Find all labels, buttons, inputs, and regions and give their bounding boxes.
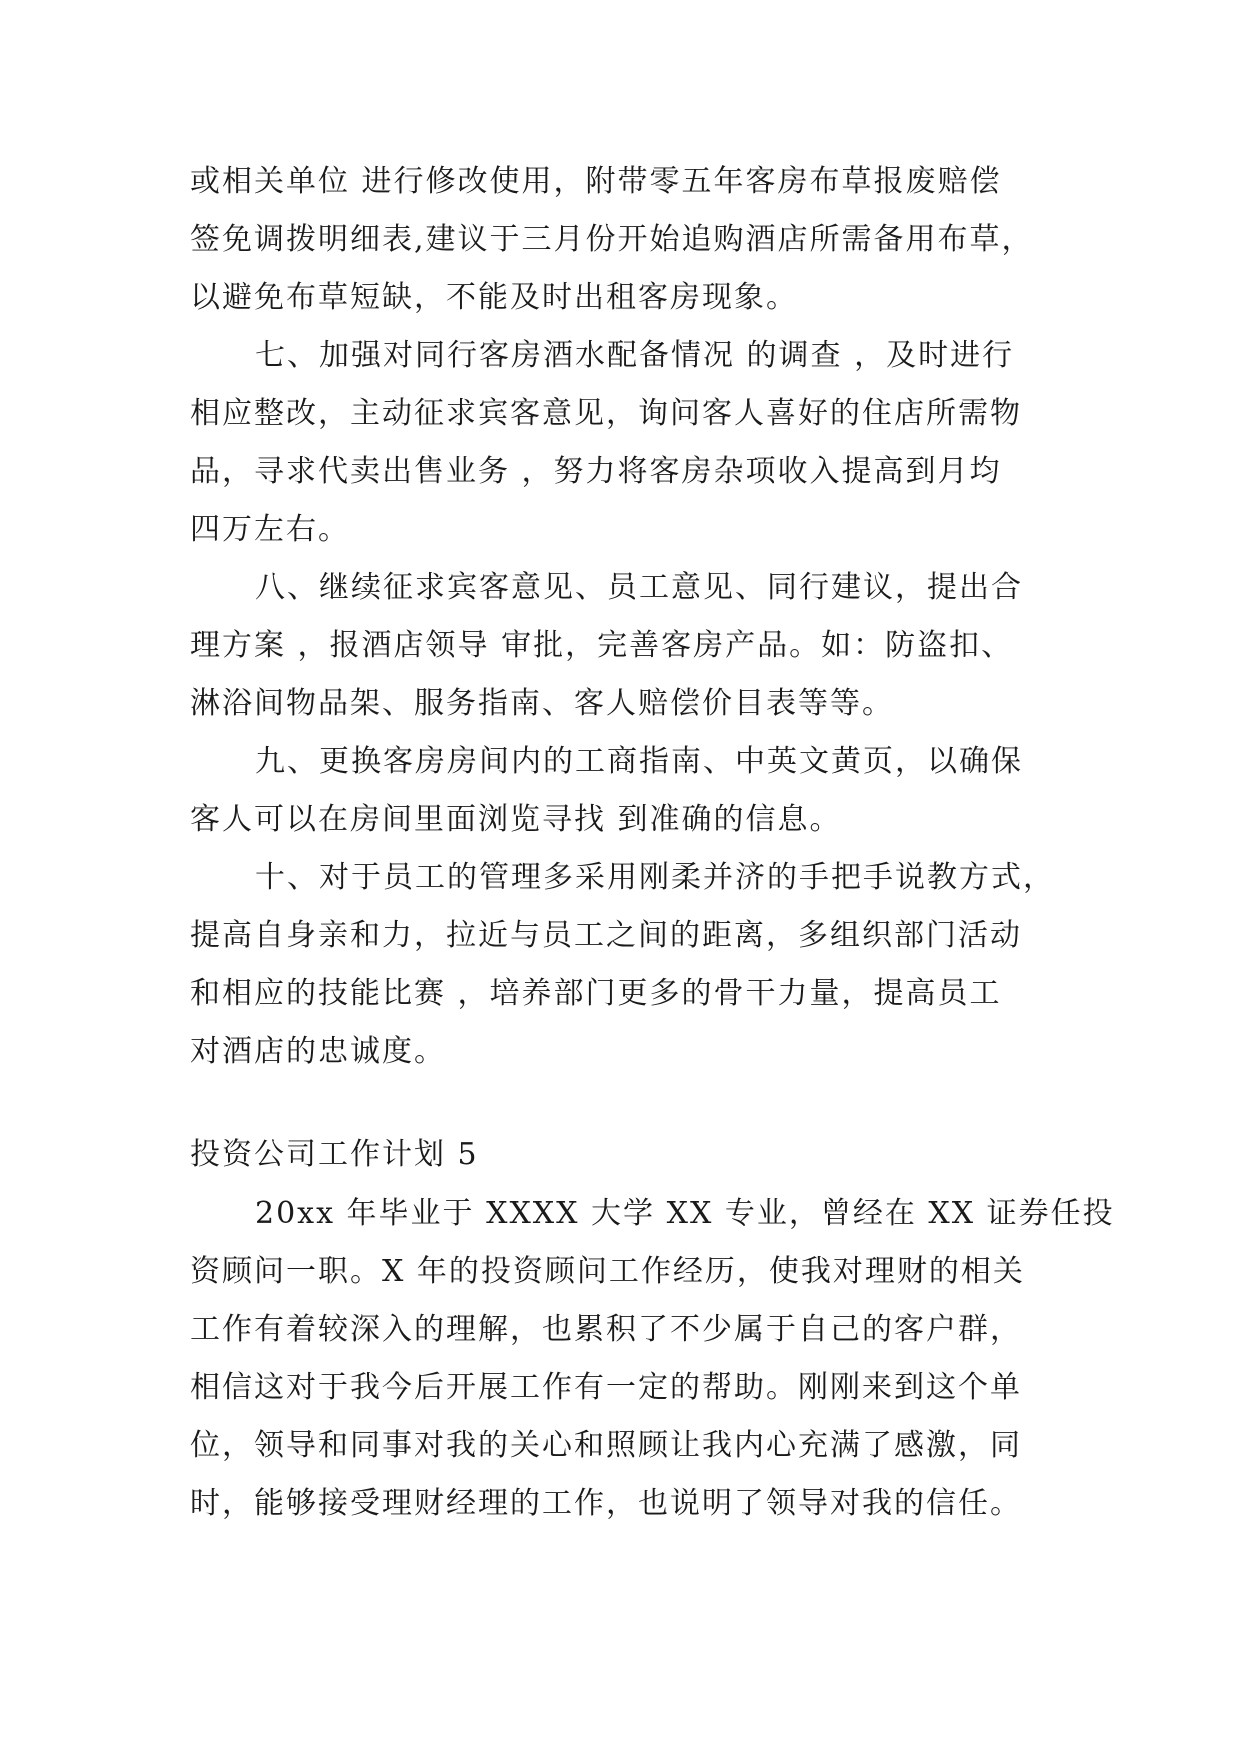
text-line: 客人可以在房间里面浏览寻找 到准确的信息。 [190,802,842,837]
text-line: 时，能够接受理财经理的工作，也说明了领导对我的信任。 [190,1486,1022,1521]
text-line: 20xx 年毕业于 XXXX 大学 XX 专业，曾经在 XX 证券任投 [255,1196,1115,1231]
text-line: 工作有着较深入的理解，也累积了不少属于自己的客户群， [190,1312,1022,1347]
text-line: 四万左右。 [190,512,350,547]
text-line: 淋浴间物品架、服务指南、客人赔偿价目表等等。 [190,686,894,721]
text-line: 对酒店的忠诚度。 [190,1034,446,1069]
text-line: 相信这对于我今后开展工作有一定的帮助。刚刚来到这个单 [190,1370,1022,1405]
text-line: 或相关单位 进行修改使用，附带零五年客房布草报废赔偿 [190,164,1002,199]
text-line: 七、加强对同行客房酒水配备情况 的调查 ，及时进行 [255,338,1015,373]
text-line: 位，领导和同事对我的关心和照顾让我内心充满了感激，同 [190,1428,1022,1463]
text-line: 九、更换客房房间内的工商指南、中英文黄页，以确保 [255,744,1023,779]
text-line: 品，寻求代卖出售业务 ，努力将客房杂项收入提高到月均 [190,454,1002,489]
text-line: 以避免布草短缺，不能及时出租客房现象。 [190,280,798,315]
text-line: 和相应的技能比赛 ，培养部门更多的骨干力量，提高员工 [190,976,1002,1011]
text-line: 十、对于员工的管理多采用刚柔并济的手把手说教方式， [255,860,1055,895]
text-line: 提高自身亲和力，拉近与员工之间的距离，多组织部门活动 [190,918,1022,953]
text-line: 相应整改，主动征求宾客意见，询问客人喜好的住店所需物 [190,396,1022,431]
text-line: 资顾问一职。X 年的投资顾问工作经历，使我对理财的相关 [190,1254,1025,1289]
text-line: 理方案 ，报酒店领导 审批，完善客房产品。如：防盗扣、 [190,628,1014,663]
text-line: 签免调拨明细表,建议于三月份开始追购酒店所需备用布草， [190,222,1034,257]
section-heading: 投资公司工作计划 5 [190,1137,479,1172]
text-line: 八、继续征求宾客意见、员工意见、同行建议，提出合 [255,570,1023,605]
